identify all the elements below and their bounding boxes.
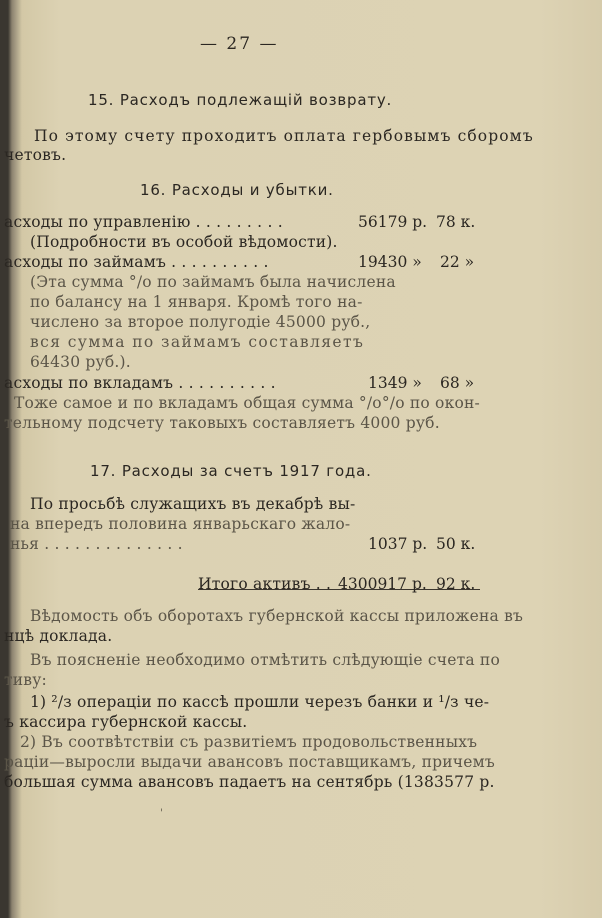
section-16-row-kop: 78 к. [436, 213, 476, 231]
section-15-line-2: четовъ. [4, 146, 67, 164]
closing-line: ъ кассира губернской кассы. [4, 713, 248, 731]
section-16-row-text: асходы по займамъ . . . . . . . . . . [4, 253, 269, 271]
section-15-line-1: По этому счету проходитъ оплата гербовымъ сборомъ [34, 127, 534, 145]
closing-line: Вѣдомость объ оборотахъ губернской кассы приложена въ [30, 607, 524, 625]
section-16-row-text: Тоже самое и по вкладамъ общая сумма °/о°/о по окон- [14, 394, 480, 412]
section-16-row-text: асходы по управленію . . . . . . . . . [4, 213, 283, 231]
section-15-title: 15. Расходъ подлежащій возврату. [88, 91, 393, 109]
closing-line: тиву: [4, 671, 47, 689]
section-17-line-3: нья . . . . . . . . . . . . . . [10, 535, 183, 553]
section-16-row-text: по балансу на 1 января. Кромѣ того на- [30, 293, 363, 311]
section-17-line-2: на впередъ половина январьскаго жало- [10, 515, 351, 533]
section-16-row-text: (Эта сумма °/о по займамъ была начислена [30, 273, 396, 291]
total-amount: 4300917 р. [338, 575, 427, 593]
section-17-amount: 1037 р. [368, 535, 428, 553]
section-17-line-1: По просьбѣ служащихъ въ декабрѣ вы- [30, 495, 356, 513]
section-16-row-amount: 19430 » [358, 253, 422, 271]
section-16-row-amount: 56179 р. [358, 213, 428, 231]
closing-line: 1) ²/з операціи по кассѣ прошли черезъ банки и ¹/з че- [30, 693, 490, 711]
section-17-kop: 50 к. [436, 535, 476, 553]
section-16-row-amount: 1349 » [368, 374, 422, 392]
total-label: Итого активъ . . [198, 575, 332, 593]
section-16-row-text: (Подробности въ особой вѣдомости). [30, 233, 338, 251]
total-kop: 92 к. [436, 575, 476, 593]
closing-line: 2) Въ соотвѣтствіи съ развитіемъ продовольственныхъ [20, 733, 478, 751]
section-16-row-kop: 68 » [440, 374, 475, 392]
closing-line: Въ поясненіе необходимо отмѣтить слѣдующіе счета по [30, 651, 500, 669]
section-16-title: 16. Расходы и убытки. [140, 181, 334, 199]
section-16-row-text: 64430 руб.). [30, 353, 131, 371]
closing-line: нцѣ доклада. [4, 627, 113, 645]
section-16-row-text: асходы по вкладамъ . . . . . . . . . . [4, 374, 276, 392]
closing-line: большая сумма авансовъ падаетъ на сентябрь (1383577 р. [4, 773, 495, 791]
closing-line: раціи—выросли выдачи авансовъ поставщикамъ, причемъ [4, 753, 495, 771]
section-16-row-text: тельному подсчету таковыхъ составляетъ 4000 руб. [4, 414, 440, 432]
section-16-row-text: числено за второе полугодіе 45000 руб., [30, 313, 371, 331]
section-16-row-text: вся сумма по займамъ составляетъ [30, 333, 365, 351]
page-number: — 27 — [200, 34, 279, 54]
stray-mark: ' [160, 808, 163, 819]
section-17-title: 17. Расходы за счетъ 1917 года. [90, 462, 372, 480]
section-16-row-kop: 22 » [440, 253, 475, 271]
